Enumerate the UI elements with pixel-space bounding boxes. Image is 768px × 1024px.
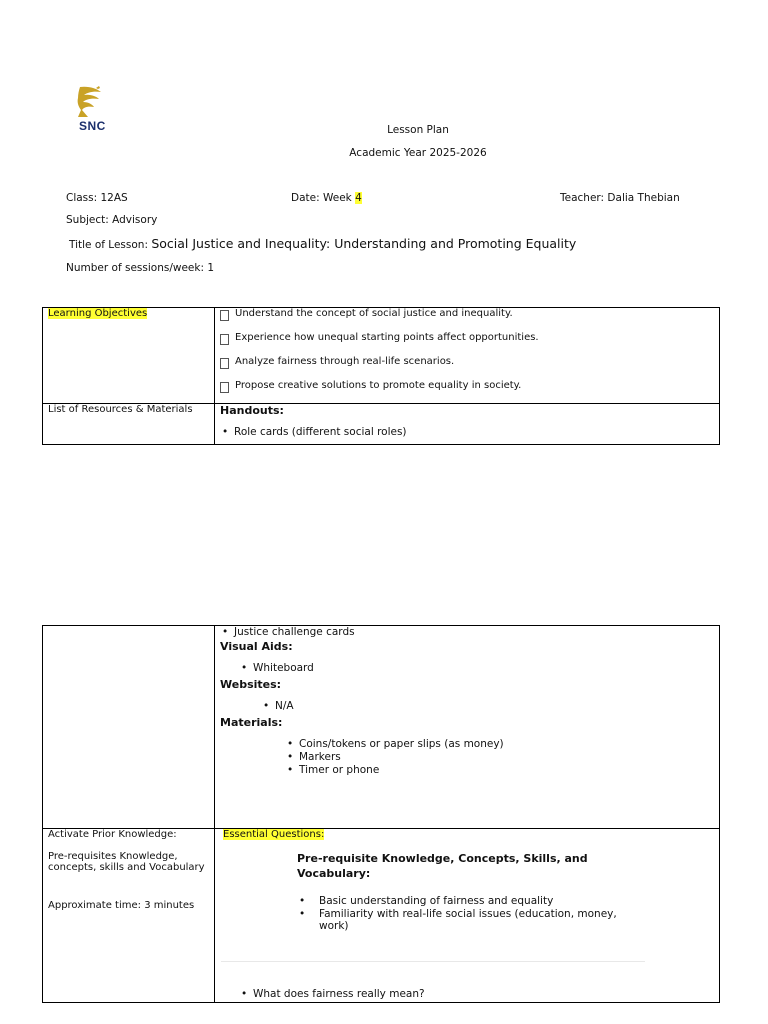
resources-cell xyxy=(215,404,720,445)
objective-item: Understand the concept of social justice and inequality. xyxy=(215,308,719,321)
lesson-title-row xyxy=(69,236,576,251)
visual-aids-heading: Visual Aids: xyxy=(220,640,293,653)
list-item: • Role cards (different social roles) xyxy=(220,426,719,438)
list-item: • What does fairness really mean? xyxy=(239,988,719,1000)
list-item: • Timer or phone xyxy=(285,764,719,777)
class-field: Class: 12AS xyxy=(66,192,128,204)
resources-label: List of Resources & Materials xyxy=(48,404,193,415)
list-item: • Coins/tokens or paper slips (as money) xyxy=(285,738,719,751)
materials-heading: Materials: xyxy=(220,716,283,729)
list-item: • N/A xyxy=(261,700,719,712)
prior-knowledge-label-cell xyxy=(43,829,215,1003)
list-item: • Familiarity with real-life social issues (education, money, work) xyxy=(297,908,637,933)
teacher-field: Teacher: Dalia Thebian xyxy=(560,192,680,204)
activate-label: Activate Prior Knowledge: xyxy=(48,829,177,840)
lesson-table-part2 xyxy=(42,625,720,1003)
objectives-label: Learning Objectives xyxy=(48,308,148,319)
list-item: • Justice challenge cards xyxy=(220,626,719,638)
logo-text: SNC xyxy=(79,119,106,133)
list-item: • Markers xyxy=(285,751,719,764)
document-title: Lesson Plan xyxy=(387,124,449,136)
objective-item: Propose creative solutions to promote equality in society. xyxy=(215,380,719,393)
list-item: • Whiteboard xyxy=(239,662,719,674)
lesson-table-part1 xyxy=(42,307,720,445)
lesson-title-label: Title of Lesson: xyxy=(69,239,148,251)
checkbox-icon xyxy=(220,382,229,393)
prereq-label: Pre-requisites Knowledge, concepts, skills and Vocabulary xyxy=(48,851,205,873)
academic-year: Academic Year 2025-2026 xyxy=(349,147,487,159)
sessions-field: Number of sessions/week: 1 xyxy=(66,262,214,274)
resources-continued-cell xyxy=(215,626,720,829)
lesson-title: Social Justice and Inequality: Understanding and Promoting Equality xyxy=(151,236,577,251)
objective-item: Analyze fairness through real-life scenarios. xyxy=(215,356,719,369)
date-prefix: Date: Week xyxy=(291,192,356,204)
date-field xyxy=(291,192,362,204)
objectives-cell xyxy=(215,308,720,404)
checkbox-icon xyxy=(220,358,229,369)
subject-field: Subject: Advisory xyxy=(66,214,158,226)
handouts-heading: Handouts: xyxy=(220,404,284,417)
essential-questions-label: Essential Questions: xyxy=(223,829,325,840)
approx-time: Approximate time: 3 minutes xyxy=(48,900,195,911)
essential-questions-cell xyxy=(215,829,720,1003)
divider xyxy=(221,961,645,962)
checkbox-icon xyxy=(220,310,229,321)
objective-item: Experience how unequal starting points affect opportunities. xyxy=(215,332,719,345)
prereq-heading: Pre-requisite Knowledge, Concepts, Skills, and Vocabulary: xyxy=(297,852,588,880)
websites-heading: Websites: xyxy=(220,678,282,691)
checkbox-icon xyxy=(220,334,229,345)
date-week: 4 xyxy=(355,192,362,204)
resources-continued-label-cell xyxy=(43,626,215,829)
objectives-label-cell xyxy=(43,308,215,404)
resources-label-cell xyxy=(43,404,215,445)
list-item: • Basic understanding of fairness and equality xyxy=(297,895,637,908)
